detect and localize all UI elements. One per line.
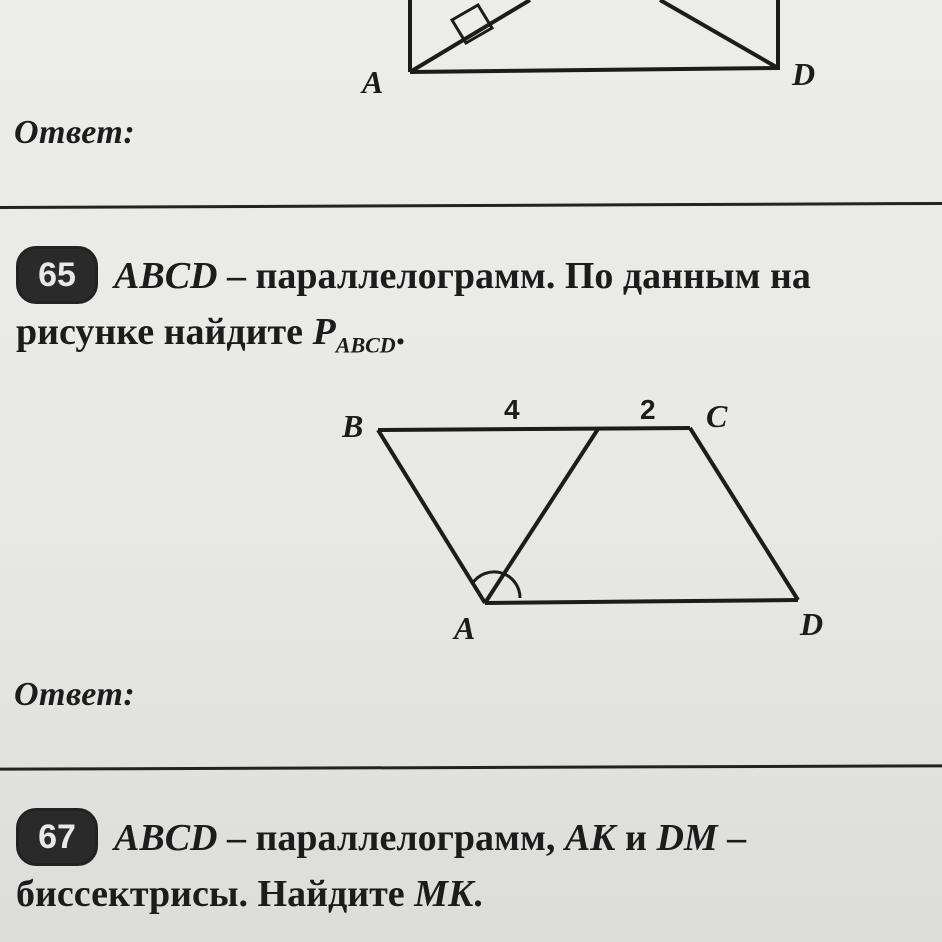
problem-67-line2-suffix: . <box>473 873 483 915</box>
perimeter-symbol: P <box>312 311 336 353</box>
problem-65-line-2 <box>16 306 405 372</box>
problem-67-line1-mid: – параллелограмм, <box>217 817 565 859</box>
side-cd <box>690 428 798 600</box>
segment-4-label: 4 <box>504 394 520 425</box>
problem-65-line2-prefix: рисунке найдите <box>16 311 313 353</box>
vertex-d-label: D <box>800 606 824 642</box>
problem-65-number-badge: 65 <box>16 246 98 304</box>
answer-label-65: Ответ: <box>14 676 136 713</box>
side-ab <box>378 430 485 603</box>
right-angle-mark <box>452 5 492 43</box>
perimeter-subscript: ABCD <box>335 332 396 358</box>
problem-67-number-badge: 67 <box>16 808 98 866</box>
vertex-c-label: C <box>706 398 728 434</box>
problem-67-line2-prefix: биссектрисы. Найдите <box>16 873 415 915</box>
side-ad <box>485 600 798 603</box>
problem-67-line1-suffix: – <box>717 817 747 859</box>
problem-67-line-2 <box>16 868 483 920</box>
bisector-segment <box>485 429 598 603</box>
problem-67-ak: AK <box>564 817 616 859</box>
perimeter-suffix: . <box>395 311 406 353</box>
problem-65-line-1 <box>114 250 811 302</box>
answer-label-top: Ответ: <box>14 114 136 151</box>
problem-67-mk: MK <box>414 873 474 915</box>
side-bc <box>378 428 690 430</box>
top-vertex-a-label: A <box>362 64 384 100</box>
top-vertex-d-label: D <box>792 56 816 92</box>
problem-67-dm: DM <box>656 817 718 859</box>
top-figure-diagonal <box>660 0 778 68</box>
problem-65-abcd: ABCD <box>114 255 218 297</box>
problem-65-line1-rest: – параллелограмм. По данным на <box>217 255 811 297</box>
problem-67-and: и <box>615 817 657 859</box>
vertex-a-label: A <box>454 610 476 646</box>
problem-67-line-1 <box>114 812 746 864</box>
top-figure-bottom-side <box>410 68 778 72</box>
vertex-b-label: B <box>342 408 364 444</box>
problem-67-abcd: ABCD <box>114 817 218 859</box>
segment-2-label: 2 <box>640 394 656 425</box>
